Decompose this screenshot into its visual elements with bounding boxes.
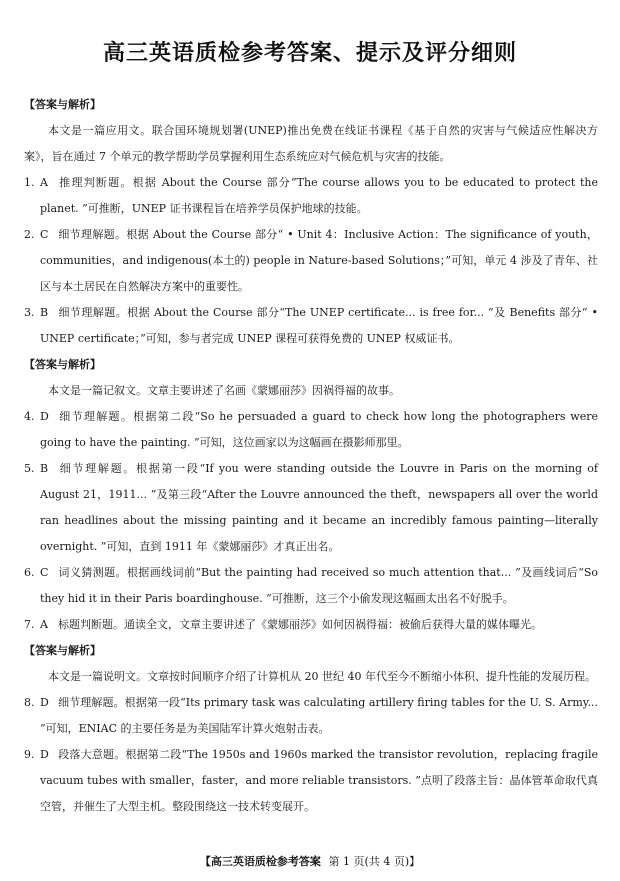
section-heading: 【答案与解析】 <box>24 358 101 371</box>
item-text: 细节理解题。根据第一段“Its primary task was calculating artillery firing tables for the U. S. Army... ”可知，ENIAC 的主要任务是为美国陆军计算火炮射击表。 <box>40 696 598 735</box>
answer-item-2 <box>24 222 598 300</box>
answer-item-6 <box>24 560 598 612</box>
item-answer: C <box>40 228 49 241</box>
section-intro: 本文是一篇说明文。文章按时间顺序介绍了计算机从 20 世纪 40 年代至今不断缩小体积、提升性能的发展历程。 <box>48 670 596 683</box>
section-heading: 【答案与解析】 <box>24 644 101 657</box>
item-number: 8. <box>24 696 35 709</box>
item-text: 细节理解题。根据 About the Course 部分“ • Unit 4：Inclusive Action：The significance of youth，communities，and indigenous(本土的) people in Nature-based Solutions；”可知，单元 4 涉及了青年、社区与本土居民在自然解决方案中的重要性。 <box>40 228 598 293</box>
item-text: 细节理解题。根据第一段“If you were standing outside the Louvre in Paris on the morning of August 21，1911... ”及第三段“After the Louvre announced the theft，newspapers all over the world ran headlines about the missing painting and it became an incredibly famous painting—literally overnight. ”可知，直到 1911 年《蒙娜丽莎》才真正出名。 <box>40 462 598 553</box>
item-text: 推理判断题。根据 About the Course 部分“The course allows you to be educated to protect the planet. ”可推断，UNEP 证书课程旨在培养学员保护地球的技能。 <box>40 176 598 215</box>
item-number: 4. <box>24 410 35 423</box>
item-answer: A <box>40 618 48 631</box>
section-intro: 本文是一篇应用文。联合国环境规划署(UNEP)推出免费在线证书课程《基于自然的灾害与气候适应性解决方案》，旨在通过 7 个单元的教学帮助学员掌握利用生态系统应对气候危机与灾害的技能。 <box>24 124 598 163</box>
item-number: 3. <box>24 306 35 319</box>
item-text: 细节理解题。根据 About the Course 部分“The UNEP certificate... is free for... ”及 Benefits 部分“ • UNEP certificate；”可知，参与者完成 UNEP 课程可获得免费的 UNEP 权威证书。 <box>40 306 598 345</box>
answer-item-1 <box>24 170 598 222</box>
item-number: 1. <box>24 176 35 189</box>
document-body <box>24 92 598 820</box>
section-2 <box>24 352 598 638</box>
answer-item-4 <box>24 404 598 456</box>
item-answer: D <box>40 696 49 709</box>
item-answer: D <box>40 748 49 761</box>
item-number: 2. <box>24 228 35 241</box>
item-text: 段落大意题。根据第二段“The 1950s and 1960s marked the transistor revolution，replacing fragile vacuum tubes with smaller，faster，and more reliable transistors. ”点明了段落主旨：晶体管革命取代真空管，并催生了大型主机。整段围绕这一技术转变展开。 <box>40 748 598 813</box>
item-text: 标题判断题。通读全文，文章主要讲述了《蒙娜丽莎》如何因祸得福：被偷后获得大量的媒体曝光。 <box>58 618 542 631</box>
item-number: 7. <box>24 618 35 631</box>
answer-item-3 <box>24 300 598 352</box>
item-text: 词义猜测题。根据画线词前“But the painting had received so much attention that... ”及画线词后“So they hid it in their Paris boardinghouse. ”可推断，这三个小偷发现这幅画太出名不好脱手。 <box>40 566 598 605</box>
item-number: 5. <box>24 462 35 475</box>
page-footer <box>0 853 620 869</box>
item-answer: A <box>40 176 48 189</box>
item-answer: B <box>40 462 49 475</box>
section-heading: 【答案与解析】 <box>24 98 101 111</box>
item-number: 9. <box>24 748 35 761</box>
item-number: 6. <box>24 566 35 579</box>
section-3 <box>24 638 598 820</box>
section-intro: 本文是一篇记叙文。文章主要讲述了名画《蒙娜丽莎》因祸得福的故事。 <box>48 384 400 397</box>
footer-page-number: 第 1 页(共 4 页)】 <box>328 855 421 868</box>
answer-item-9 <box>24 742 598 820</box>
item-answer: D <box>40 410 49 423</box>
item-answer: C <box>40 566 49 579</box>
section-1 <box>24 92 598 352</box>
answer-item-7 <box>24 612 598 638</box>
footer-label: 【高三英语质检参考答案 <box>199 855 321 868</box>
answer-item-8 <box>24 690 598 742</box>
item-answer: B <box>40 306 49 319</box>
item-text: 细节理解题。根据第二段“So he persuaded a guard to check how long the photographers were going to have the painting. ”可知，这位画家以为这幅画在摄影师那里。 <box>40 410 598 449</box>
answer-item-5 <box>24 456 598 560</box>
page-title: 高三英语质检参考答案、提示及评分细则 <box>102 41 517 66</box>
